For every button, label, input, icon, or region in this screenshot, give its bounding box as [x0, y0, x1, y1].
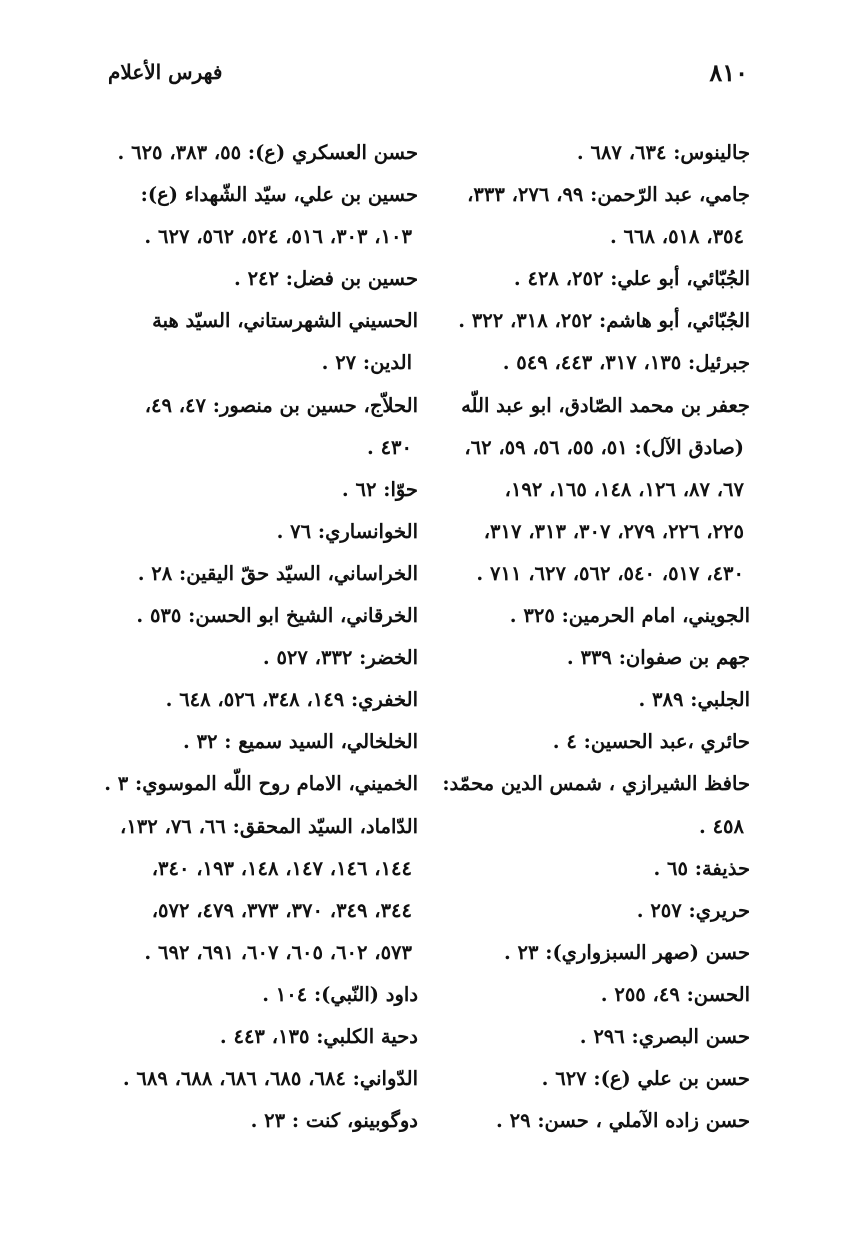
index-line: جالينوس: ٦٣٤، ٦٨٧ . [576, 141, 750, 164]
index-line: الخضر: ٣٣٢، ٥٢٧ . [262, 646, 418, 670]
index-line: حسن زاده الآملي ، حسن: ٢٩ . [496, 1109, 750, 1133]
index-line: الجويني، امام الحرمين: ٣٢٥ . [509, 604, 750, 628]
index-line: الجُبّائي، أبو علي: ٢٥٢، ٤٢٨ . [513, 267, 750, 291]
index-line: الحسيني الشهرستاني، السيّد هبة [152, 309, 418, 333]
index-line: ٥٧٣، ٦٠٢، ٦٠٥، ٦٠٧، ٦٩١، ٦٩٢ . [144, 940, 412, 964]
index-line: الدّاماد، السيّد المحقق: ٦٦، ٧٦، ١٣٢، [120, 814, 418, 838]
index-line: الخلخالي، السيد سميع : ٣٢ . [182, 730, 418, 754]
index-line: (صادق الآل): ٥١، ٥٥، ٥٦، ٥٩، ٦٢، [464, 435, 744, 459]
index-line: حسن البصري: ٢٩٦ . [579, 1024, 750, 1048]
index-line: الجلبي: ٣٨٩ . [638, 688, 750, 712]
index-line: الحلاّج، حسين بن منصور: ٤٧، ٤٩، [144, 393, 418, 417]
index-line: ١٤٤، ١٤٦، ١٤٧، ١٤٨، ١٩٣، ٣٤٠، [151, 856, 412, 880]
index-line: حريري: ٢٥٧ . [636, 898, 750, 922]
index-line: الخوانساري: ٧٦ . [276, 519, 418, 543]
index-line: ٤٣٠ . [367, 435, 412, 459]
page-header [0, 58, 848, 98]
index-line: الخفري: ١٤٩، ٣٤٨، ٥٢٦، ٦٤٨ . [165, 688, 418, 712]
index-line: دوگوبينو، كنت : ٢٣ . [250, 1109, 418, 1133]
index-line: الحسن: ٤٩، ٢٥٥ . [600, 982, 750, 1006]
index-line: حافظ الشيرازي ، شمس الدين محمّد: [442, 772, 750, 796]
index-line: الخميني، الامام روح اللّه الموسوي: ٣ . [104, 772, 418, 796]
index-line: حوّا: ٦٢ . [341, 477, 418, 501]
index-columns [100, 132, 750, 1172]
index-line: ١٠٣، ٣٠٣، ٥١٦، ٥٢٤، ٥٦٢، ٦٢٧ . [144, 225, 412, 249]
index-line: دحية الكلبي: ١٣٥، ٤٤٣ . [219, 1024, 418, 1048]
index-line: حسين بن فضل: ٢٤٢ . [233, 267, 418, 291]
index-line: جامي، عبد الرّحمن: ٩٩، ٢٧٦، ٣٣٣، [467, 183, 750, 207]
index-line: الدين: ٢٧ . [321, 351, 412, 375]
index-line: حسن بن علي (ع): ٦٢٧ . [541, 1067, 750, 1091]
index-line: ٣٤٤، ٣٤٩، ٣٧٠، ٣٧٣، ٤٧٩، ٥٧٢، [151, 898, 412, 922]
index-line: ٢٢٥، ٢٢٦، ٢٧٩، ٣٠٧، ٣١٣، ٣١٧، [483, 519, 744, 543]
index-line: الجُبّائي، أبو هاشم: ٢٥٢، ٣١٨، ٣٢٢ . [458, 309, 750, 333]
index-line: حسن (صهر السبزواري): ٢٣ . [503, 940, 750, 964]
index-line: الدّواني: ٦٨٤، ٦٨٥، ٦٨٦، ٦٨٨، ٦٨٩ . [122, 1067, 418, 1091]
index-line: حسن العسكري (ع): ٥٥، ٣٨٣، ٦٢٥ . [117, 141, 418, 164]
index-line: ٤٥٨ . [699, 814, 744, 838]
index-line: جعفر بن محمد الصّادق، ابو عبد اللّه [461, 393, 750, 417]
index-line: جبرئيل: ١٣٥، ٣١٧، ٤٤٣، ٥٤٩ . [502, 351, 750, 375]
page-number: ٨١٠ [709, 58, 748, 87]
index-column-right [432, 132, 750, 1172]
index-line: حذيفة: ٦٥ . [653, 856, 750, 880]
index-line: ٤٣٠، ٥١٧، ٥٤٠، ٥٦٢، ٦٢٧، ٧١١ . [476, 561, 744, 585]
index-line: حائري ،عبد الحسين: ٤ . [552, 730, 750, 754]
index-line: الخرقاني، الشيخ ابو الحسن: ٥٣٥ . [136, 604, 418, 628]
index-line: الخراساني، السيّد حقّ اليقين: ٢٨ . [137, 561, 418, 585]
index-line: جهم بن صفوان: ٣٣٩ . [566, 646, 750, 670]
index-column-left [100, 132, 418, 1172]
index-line: حسين بن علي، سيّد الشّهداء (ع): [140, 183, 418, 207]
index-line: ٦٧، ٨٧، ١٢٦، ١٤٨، ١٦٥، ١٩٢، [504, 477, 744, 501]
index-line: داود (النّبي): ١٠٤ . [262, 982, 418, 1006]
index-line: ٣٥٤، ٥١٨، ٦٦٨ . [609, 225, 744, 249]
running-title: فهرس الأعلام [108, 60, 223, 84]
